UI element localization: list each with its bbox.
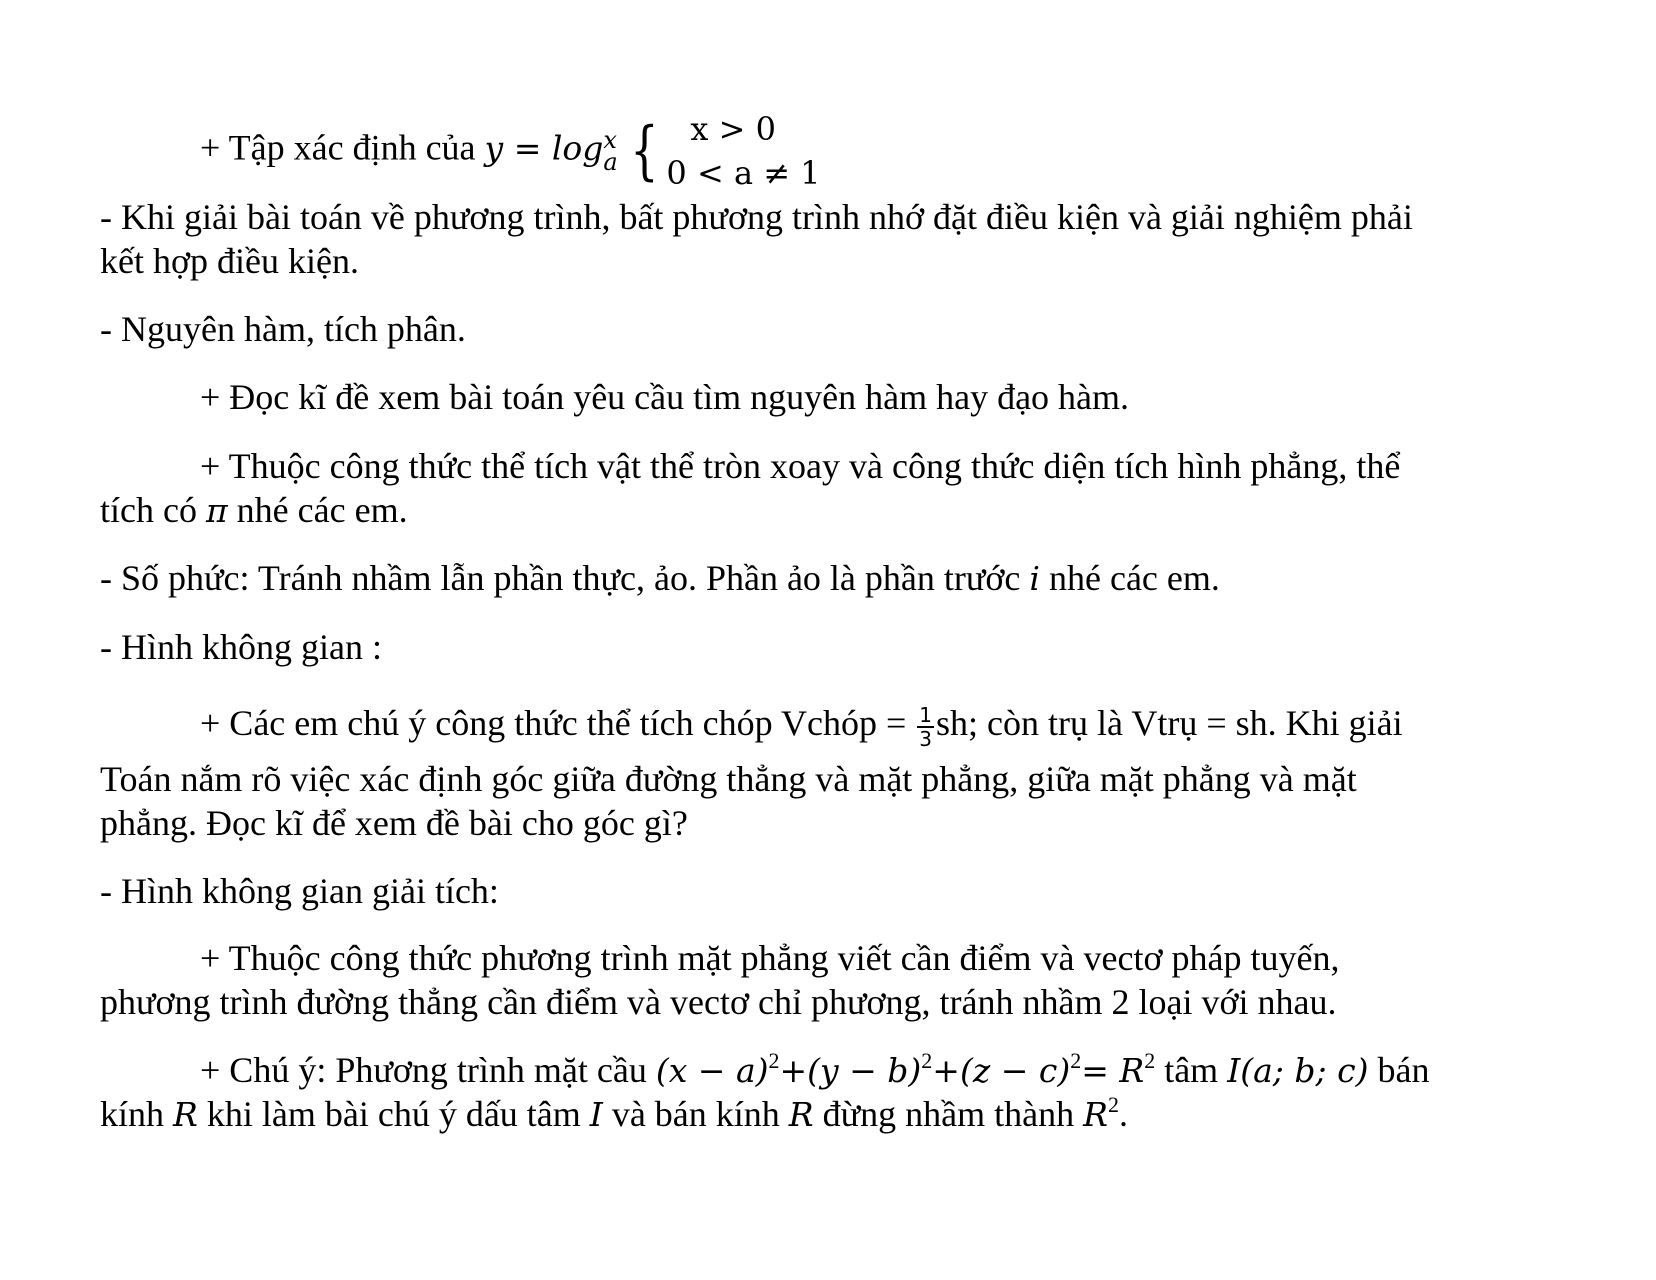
log-supsub [603,126,618,176]
text: + Các em chú ý công thức thể tích chóp Vchóp = [200,703,916,743]
fraction-one-third [917,704,934,750]
text: nhé các em. [1039,558,1220,598]
math-i: i [1029,559,1040,598]
section-heading: - Nguyên hàm, tích phân. [100,309,466,349]
text: tâm [1155,1050,1228,1090]
math-square: 2 [921,1048,933,1073]
text: và bán kính [602,1094,789,1134]
paragraph-line [100,1091,1550,1138]
math-term-y: +(y − b) [779,1051,922,1090]
math-term-x: (x − a) [655,1051,769,1090]
section-heading: - Hình không gian giải tích: [100,871,499,911]
paragraph-line: Toán nắm rõ việc xác định góc giữa đường thẳng và mặt phẳng, giữa mặt phẳng và mặt [100,759,1357,799]
text: tích có [100,490,206,530]
paragraph-line: + Thuộc công thức thể tích vật thể tròn xoay và công thức diện tích hình phẳng, thể [200,446,1401,486]
paragraph-line [100,487,1550,534]
math-square: 2 [1144,1048,1156,1073]
case-2: 0 < a ≠ 1 [666,154,821,192]
math-eq: = [503,128,552,168]
paragraph-line: phương trình đường thẳng cần điểm và vectơ chỉ phương, tránh nhầm 2 loại với nhau. [100,982,1337,1022]
conditions-cases [666,107,820,195]
text: sh; còn trụ là Vtrụ = sh. Khi giải [936,703,1403,743]
brace-icon: { [629,114,659,188]
paragraph-line [100,700,1650,750]
domain-log-line [100,107,1650,195]
math-term-z: +(z − c) [932,1051,1071,1090]
paragraph-line: phẳng. Đọc kĩ để xem đề bài cho góc gì? [100,803,688,843]
section-heading: - Hình không gian : [100,627,382,667]
text: khi làm bài chú ý dấu tâm [197,1094,590,1134]
math-square: 2 [1108,1092,1119,1117]
fraction-numerator: 1 [919,702,933,727]
math-R: R [173,1095,198,1134]
text: đừng nhầm thành [813,1094,1084,1134]
paragraph-line: + Thuộc công thức phương trình mặt phẳng viết cần điểm và vectơ pháp tuyến, [200,938,1340,978]
log-sub: a [603,148,618,176]
paragraph-line: - Khi giải bài toán về phương trình, bất phương trình nhớ đặt điều kiện và giải nghiệm phải [100,197,1413,237]
section-heading [100,555,1550,602]
math-y: y [484,128,504,168]
math-R: R [1083,1095,1108,1134]
math-radius: = R [1081,1051,1145,1090]
text: bán [1368,1050,1430,1090]
text: kính [100,1094,174,1134]
math-I: I [589,1095,603,1134]
fraction-denominator: 3 [919,726,933,751]
text: - Số phức: Tránh nhầm lẫn phần thực, ảo. Phần ảo là phần trước [100,558,1030,598]
math-R: R [788,1095,814,1134]
paragraph-line: + Đọc kĩ đề xem bài toán yêu cầu tìm nguyên hàm hay đạo hàm. [200,377,1130,417]
case-1: x > 0 [690,110,776,148]
text: + Chú ý: Phương trình mặt cầu [200,1050,656,1090]
paragraph-line [100,1047,1650,1094]
text: nhé các em. [227,490,408,530]
math-square: 2 [1070,1048,1082,1073]
math-center: I(a; b; c) [1227,1051,1369,1090]
math-square: 2 [768,1048,780,1073]
paragraph-line: kết hợp điều kiện. [100,241,359,281]
math-log: log [551,128,604,168]
text: . [1119,1094,1128,1134]
text: + Tập xác định của [200,127,485,168]
log-sup: x [603,126,617,154]
math-pi: π [205,491,228,530]
